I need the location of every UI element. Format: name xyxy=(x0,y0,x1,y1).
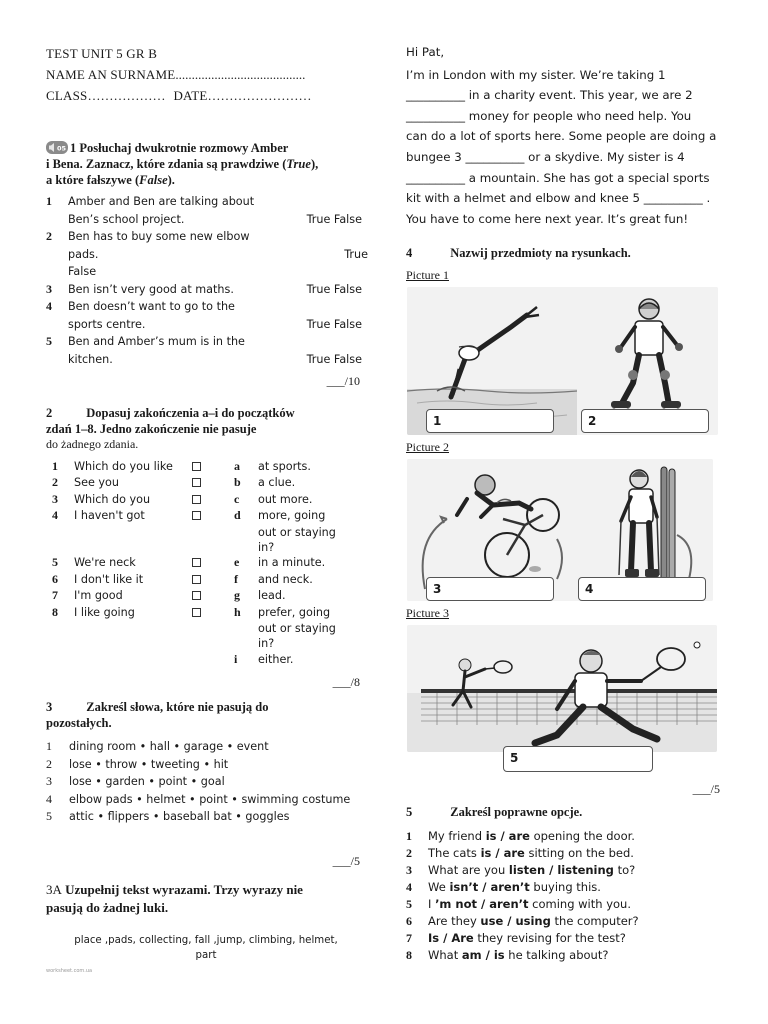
option-choice[interactable]: ’m not / aren’t xyxy=(435,897,529,911)
answer-checkbox[interactable] xyxy=(192,608,201,617)
sentence-part: Are they xyxy=(428,914,481,928)
sentence-ending: out or staying xyxy=(258,525,336,539)
sentence-part: What are you xyxy=(428,863,509,877)
sentence-start: I like going xyxy=(74,605,135,619)
grammar-item xyxy=(406,828,736,845)
item-text: Amber and Ben are talking about Ben’s school project. xyxy=(68,195,255,226)
letter-body xyxy=(406,65,736,230)
sentence-part: I xyxy=(428,897,436,911)
sentence-start xyxy=(74,540,192,555)
sentence-ending: out or staying xyxy=(258,622,336,636)
answer-box-1[interactable]: 1 xyxy=(426,409,554,433)
sentence-ending: more, going xyxy=(258,509,326,523)
item-text: Ben has to buy some new elbow pads. xyxy=(68,230,250,261)
word-bank-line: place ,pads, collecting, fall ,jump, climbing, helmet, xyxy=(74,935,338,946)
row-number: 2 xyxy=(46,756,52,771)
sentence-ending: a clue. xyxy=(258,476,296,490)
sentence-part: sitting on the bed. xyxy=(524,846,634,860)
matching-row xyxy=(52,588,366,604)
item-number: 2 xyxy=(406,846,412,860)
matching-row xyxy=(52,555,366,571)
item-number: 4 xyxy=(406,880,412,894)
ending-letter xyxy=(234,621,258,636)
option-choice[interactable]: is / are xyxy=(480,846,525,860)
item-number: 7 xyxy=(406,931,412,945)
ending-letter: i xyxy=(234,651,238,666)
sentence-start xyxy=(74,621,192,636)
letter-line: __________ in a charity event. This year, we are 2 xyxy=(406,88,693,103)
sentence-part: to? xyxy=(613,863,636,877)
item-text: Ben doesn’t want to go to the sports centre. xyxy=(68,300,235,331)
row-number: 4 xyxy=(46,791,52,806)
name-field[interactable] xyxy=(46,64,312,85)
sentence-part: My friend xyxy=(428,829,486,843)
word-set-row xyxy=(46,738,366,756)
word-set[interactable]: lose • throw • tweeting • hit xyxy=(69,757,229,771)
tf-item-3 xyxy=(46,281,366,299)
ending-letter: c xyxy=(234,491,240,506)
audio-track-icon xyxy=(46,141,68,154)
ending-letter: g xyxy=(234,588,240,603)
row-number: 5 xyxy=(46,809,52,823)
word-set[interactable]: attic • flippers • baseball bat • goggles xyxy=(69,810,290,823)
start-number: 1 xyxy=(52,459,58,473)
ending-letter: f xyxy=(234,571,238,586)
word-set[interactable]: dining room • hall • garage • event xyxy=(69,740,269,753)
exercise-3a xyxy=(46,881,366,963)
true-false-options[interactable]: True False xyxy=(306,282,362,296)
odd-one-out-list xyxy=(46,738,366,826)
answer-checkbox-slot xyxy=(192,475,234,491)
answer-box-3[interactable]: 3 xyxy=(426,577,554,601)
true-false-options[interactable]: True False xyxy=(306,317,362,331)
sentence-ending: either. xyxy=(258,652,294,666)
letter-line: bungee 3 __________ or a skydive. My sister is 4 xyxy=(406,149,685,164)
answer-checkbox-slot xyxy=(192,525,234,540)
grammar-item xyxy=(406,896,736,913)
sentence-ending: in? xyxy=(258,541,275,555)
sentence-part: he talking about? xyxy=(504,948,609,962)
answer-checkbox-slot xyxy=(192,652,234,667)
item-text: Ben isn’t very good at maths. xyxy=(68,282,234,296)
sentence-start: Which do you xyxy=(74,492,151,506)
start-number xyxy=(52,621,74,636)
matching-row xyxy=(52,492,366,508)
answer-checkbox-slot xyxy=(192,605,234,621)
sentence-part: coming with you. xyxy=(528,897,631,911)
start-number: 7 xyxy=(52,588,58,603)
letter-greeting: Hi Pat, xyxy=(406,45,445,59)
answer-checkbox[interactable] xyxy=(192,558,201,567)
grammar-item xyxy=(406,930,736,947)
source-footer: worksheet.com.ua xyxy=(46,968,93,974)
answer-checkbox-slot xyxy=(192,540,234,555)
exercise-5-title: 5 Zakreśl poprawne opcje. xyxy=(406,805,583,819)
sentence-start: I'm good xyxy=(74,589,123,603)
answer-checkbox[interactable] xyxy=(192,495,201,504)
sentence-start: I haven't got xyxy=(74,509,145,523)
exercise-1 xyxy=(46,140,366,389)
answer-checkbox[interactable] xyxy=(192,462,201,471)
item-text: Ben and Amber’s mum is in the kitchen. xyxy=(68,335,245,366)
grammar-item xyxy=(406,913,736,930)
sentence-ending: out more. xyxy=(258,492,313,506)
exercise-4-score: ___/5 xyxy=(692,782,720,796)
exercise-1-score: ___/10 xyxy=(326,374,360,388)
exercise-4 xyxy=(406,245,736,261)
option-choice[interactable]: listen / listening xyxy=(508,863,614,877)
test-header xyxy=(46,43,312,106)
start-number: 6 xyxy=(52,571,58,586)
sentence-part: What xyxy=(428,948,462,962)
letter-line: I’m in London with my sister. We’re taking 1 xyxy=(406,67,666,82)
grammar-item xyxy=(406,879,736,896)
sentence-part: they revising for the test? xyxy=(473,931,626,945)
letter-line: __________ money for people who need help. You xyxy=(406,108,692,123)
sentence-start xyxy=(74,525,192,540)
grammar-item xyxy=(406,845,736,862)
item-number: 3 xyxy=(46,281,52,296)
matching-row xyxy=(52,605,366,621)
sentence-part: We xyxy=(428,880,450,894)
answer-checkbox-slot xyxy=(192,572,234,588)
row-number: 1 xyxy=(46,739,52,753)
word-set-row xyxy=(46,773,366,791)
ending-letter: d xyxy=(234,508,241,523)
exercise-4-title: 4 Nazwij przedmioty na rysunkach. xyxy=(406,246,631,260)
grammar-options-list xyxy=(406,828,736,964)
matching-row xyxy=(52,652,366,667)
item-number: 4 xyxy=(46,299,52,313)
item-number: 1 xyxy=(406,829,412,843)
class-label: CLASS xyxy=(46,88,88,103)
start-number xyxy=(52,636,74,651)
sentence-start: Which do you like xyxy=(74,460,173,473)
exercise-2-title: 2 Dopasuj zakończenia a–i do początków zdań 1–8. Jedno zakończenie nie pasuje xyxy=(46,406,295,436)
sentence-start: We're neck xyxy=(74,556,136,570)
ending-letter xyxy=(234,540,258,555)
ending-letter xyxy=(234,636,258,651)
exercise-3 xyxy=(46,699,366,869)
ending-letter: h xyxy=(234,604,241,619)
ending-letter xyxy=(234,525,258,540)
date-dots: …………………… xyxy=(207,88,312,103)
tennis-illustration xyxy=(407,625,717,752)
word-set-row xyxy=(46,808,366,826)
date-label: DATE xyxy=(173,88,208,103)
start-number: 2 xyxy=(52,475,58,490)
tf-item-2-false xyxy=(46,263,366,281)
tf-item-4 xyxy=(46,298,366,333)
start-number xyxy=(52,540,74,555)
picture-1-label: Picture 1 xyxy=(406,268,449,282)
option-choice[interactable]: use / using xyxy=(480,914,551,928)
sentence-ending: lead. xyxy=(258,589,286,603)
exercise-2 xyxy=(46,405,366,690)
true-false-options[interactable]: True False xyxy=(306,212,362,226)
start-number xyxy=(52,525,74,540)
false-option[interactable]: False xyxy=(68,265,97,278)
word-bank xyxy=(46,933,366,963)
matching-row xyxy=(52,572,366,588)
matching-row xyxy=(52,621,366,636)
word-bank-line: part xyxy=(195,950,217,961)
grammar-item xyxy=(406,947,736,964)
sentence-start: See you xyxy=(74,476,119,490)
start-number: 8 xyxy=(52,604,58,619)
letter-line: __________ a mountain. She has got a special sports xyxy=(406,170,710,185)
matching-row xyxy=(52,525,366,540)
class-date-field[interactable] xyxy=(46,85,312,106)
exercise-2-score: ___/8 xyxy=(332,675,360,690)
ending-letter: e xyxy=(234,555,240,570)
tf-item-5 xyxy=(46,333,366,368)
matching-row xyxy=(52,459,366,475)
exercise-3a-title: 3A Uzupełnij tekst wyrazami. Trzy wyrazy nie pasują do żadnej luki. xyxy=(46,882,303,915)
tf-item-2 xyxy=(46,228,366,263)
sentence-part: opening the door. xyxy=(529,829,635,843)
letter-line: kit with a helmet and elbow and knee 5 __________ . xyxy=(406,191,711,206)
answer-checkbox-slot xyxy=(192,492,234,508)
matching-row xyxy=(52,508,366,524)
word-set[interactable]: elbow pads • helmet • point • swimming costume xyxy=(69,792,351,806)
option-choice[interactable]: am / is xyxy=(461,948,505,962)
answer-checkbox-slot xyxy=(192,508,234,524)
sentence-part: The cats xyxy=(428,846,481,860)
word-set[interactable]: lose • garden • point • goal xyxy=(69,775,225,788)
item-number: 8 xyxy=(406,948,412,962)
test-title: TEST UNIT 5 GR B xyxy=(46,46,158,61)
sentence-ending: at sports. xyxy=(258,460,311,473)
true-option[interactable]: True xyxy=(344,247,368,261)
sentence-start: I don't like it xyxy=(74,572,144,586)
option-choice[interactable]: is / are xyxy=(485,829,530,843)
answer-checkbox-slot xyxy=(192,636,234,651)
exercise-3-score: ___/5 xyxy=(332,853,360,868)
start-number xyxy=(52,652,74,667)
picture-3 xyxy=(407,625,717,752)
exercise-3-title: 3 Zakreśl słowa, które nie pasują do pozostałych. xyxy=(46,700,269,730)
grammar-item xyxy=(406,862,736,879)
exercise-1-title: 05 1 Posłuchaj dwukrotnie rozmowy Amber i Bena. Zaznacz, które zdania są prawdziwe (True), a które fałszywe (False). xyxy=(46,141,319,187)
name-dots: ........................................ xyxy=(175,67,306,82)
true-false-options[interactable]: True False xyxy=(306,352,362,366)
tf-item-1 xyxy=(46,193,366,228)
sentence-ending: prefer, going xyxy=(258,605,331,619)
answer-checkbox-slot xyxy=(192,588,234,604)
word-set-row xyxy=(46,756,366,774)
answer-box-2[interactable]: 2 xyxy=(581,409,709,433)
picture-3-label: Picture 3 xyxy=(406,606,449,620)
matching-row xyxy=(52,540,366,555)
option-choice[interactable]: isn’t / aren’t xyxy=(449,880,530,894)
answer-checkbox[interactable] xyxy=(192,478,201,487)
svg-text:05: 05 xyxy=(57,144,67,153)
sentence-part: the computer? xyxy=(550,914,639,928)
answer-checkbox-slot xyxy=(192,555,234,571)
option-choice[interactable]: Is / Are xyxy=(428,931,474,945)
sentence-start xyxy=(74,636,192,651)
class-dots: ……………… xyxy=(87,88,166,103)
answer-checkbox[interactable] xyxy=(192,591,201,600)
matching-table xyxy=(52,459,366,667)
item-number: 3 xyxy=(406,863,412,877)
answer-checkbox-slot xyxy=(192,621,234,636)
sentence-ending: in? xyxy=(258,637,275,651)
start-number: 5 xyxy=(52,555,58,570)
item-number: 2 xyxy=(46,229,52,243)
letter-text xyxy=(406,42,736,229)
word-set-row xyxy=(46,791,366,809)
matching-row xyxy=(52,475,366,491)
letter-line: You have to come here next year. It’s great fun! xyxy=(406,211,689,226)
sentence-start xyxy=(74,652,192,667)
sentence-ending: and neck. xyxy=(258,572,313,586)
item-number: 5 xyxy=(406,897,412,911)
start-number: 4 xyxy=(52,508,58,523)
start-number: 3 xyxy=(52,491,58,506)
item-number: 1 xyxy=(46,194,52,208)
ending-letter: b xyxy=(234,475,241,490)
answer-checkbox-slot xyxy=(192,459,234,475)
answer-box-4[interactable]: 4 xyxy=(578,577,706,601)
ending-letter: a xyxy=(234,459,240,473)
answer-checkbox[interactable] xyxy=(192,575,201,584)
item-number: 5 xyxy=(46,334,52,348)
sentence-ending: in a minute. xyxy=(258,556,326,570)
row-number: 3 xyxy=(46,774,52,788)
item-number: 6 xyxy=(406,914,412,928)
exercise-5 xyxy=(406,804,736,964)
name-label: NAME AN SURNAME xyxy=(46,67,176,82)
exercise-2-subtitle: do żadnego zdania. xyxy=(46,437,139,451)
sentence-part: buying this. xyxy=(529,880,601,894)
picture-2-label: Picture 2 xyxy=(406,440,449,454)
letter-line: can do a lot of sports here. Some people are doing a xyxy=(406,129,717,144)
answer-checkbox[interactable] xyxy=(192,511,201,520)
answer-box-5[interactable]: 5 xyxy=(503,746,653,772)
matching-row xyxy=(52,636,366,651)
